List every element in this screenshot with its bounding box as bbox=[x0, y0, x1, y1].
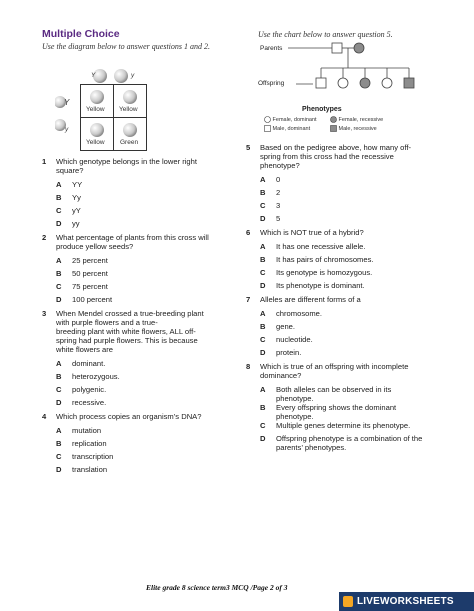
answer-option-a[interactable] bbox=[42, 359, 237, 372]
option-letter: D bbox=[260, 281, 266, 290]
option-letter: B bbox=[260, 322, 266, 331]
option-text: Its genotype is homozygous. bbox=[276, 268, 373, 277]
right-instructions: Use the chart below to answer question 5. bbox=[258, 30, 393, 39]
option-letter: D bbox=[56, 295, 62, 304]
option-text: 100 percent bbox=[72, 295, 113, 304]
logo-icon bbox=[343, 596, 353, 607]
option-letter: D bbox=[56, 398, 62, 407]
question-text-line: Alleles are different forms of a bbox=[260, 295, 361, 304]
question-stem bbox=[246, 295, 446, 304]
parent-male bbox=[332, 43, 342, 53]
option-text: heterozygous. bbox=[72, 372, 120, 381]
question-text-line: What percentage of plants from this cross will bbox=[56, 233, 209, 242]
answer-option-c[interactable] bbox=[246, 201, 446, 214]
pedigree-graph bbox=[258, 40, 433, 100]
question-text-line: spring had purple flowers. This is because bbox=[56, 336, 198, 345]
question-stem bbox=[42, 233, 237, 251]
answer-option-d[interactable] bbox=[246, 434, 446, 452]
option-text: It has pairs of chromosomes. bbox=[276, 255, 374, 264]
question-text-line: spring from this cross had the recessive bbox=[260, 152, 394, 161]
option-text: dominant. bbox=[72, 359, 106, 368]
answer-option-b[interactable] bbox=[42, 193, 232, 206]
option-letter: A bbox=[56, 180, 62, 189]
option-text: yY bbox=[72, 206, 81, 215]
option-text: chromosome. bbox=[276, 309, 323, 318]
question-text-line: Which is NOT true of a hybrid? bbox=[260, 228, 364, 237]
question-text-line: white flowers are bbox=[56, 345, 113, 354]
option-letter: C bbox=[260, 421, 266, 430]
question-3 bbox=[42, 309, 237, 411]
question-number: 6 bbox=[246, 228, 251, 237]
punnett-cell-2: Yellow bbox=[113, 84, 147, 118]
option-letter: A bbox=[260, 385, 266, 394]
offspring-1 bbox=[316, 78, 326, 88]
parent-female bbox=[354, 43, 364, 53]
question-text-line: Which is true of an offspring with incomplete bbox=[260, 362, 409, 371]
option-text: Multiple genes determine its phenotype. bbox=[276, 421, 411, 430]
question-stem bbox=[42, 157, 232, 175]
option-letter: C bbox=[56, 282, 62, 291]
question-number: 7 bbox=[246, 295, 251, 304]
question-number: 5 bbox=[246, 143, 251, 152]
option-text: 50 percent bbox=[72, 269, 108, 278]
answer-option-b[interactable] bbox=[246, 403, 446, 421]
question-number: 2 bbox=[42, 233, 47, 242]
question-stem bbox=[246, 143, 446, 170]
option-letter: A bbox=[56, 359, 62, 368]
answer-option-c[interactable] bbox=[42, 282, 237, 295]
question-stem bbox=[246, 228, 446, 237]
answer-option-d[interactable] bbox=[42, 398, 237, 411]
offspring-2 bbox=[338, 78, 348, 88]
legend-female-dominant: Female, dominant bbox=[264, 116, 317, 123]
option-text: Both alleles can be observed in its phenotype. bbox=[276, 385, 392, 403]
option-text: Its phenotype is dominant. bbox=[276, 281, 365, 290]
option-text: transcription bbox=[72, 452, 114, 461]
section-title: Multiple Choice bbox=[42, 28, 120, 40]
question-text-line: with purple flowers and a true- bbox=[56, 318, 158, 327]
answer-option-d[interactable] bbox=[42, 219, 232, 232]
option-letter: C bbox=[260, 201, 266, 210]
option-letter: B bbox=[56, 372, 62, 381]
answer-option-c[interactable] bbox=[246, 335, 446, 348]
option-text: replication bbox=[72, 439, 107, 448]
question-number: 8 bbox=[246, 362, 251, 371]
option-text: protein. bbox=[276, 348, 302, 357]
option-text: 25 percent bbox=[72, 256, 108, 265]
answer-option-b[interactable] bbox=[246, 322, 446, 335]
question-text-line: phenotype? bbox=[260, 161, 300, 170]
legend-female-recessive: Female, recessive bbox=[330, 116, 383, 123]
answer-option-d[interactable] bbox=[246, 214, 446, 227]
answer-option-b[interactable] bbox=[246, 255, 446, 268]
answer-option-c[interactable] bbox=[42, 206, 232, 219]
option-letter: D bbox=[260, 214, 266, 223]
option-text: 0 bbox=[276, 175, 281, 184]
answer-option-b[interactable] bbox=[42, 269, 237, 282]
parent-pea-top-right bbox=[114, 69, 128, 83]
option-text: 2 bbox=[276, 188, 281, 197]
answer-option-d[interactable] bbox=[246, 348, 446, 361]
option-letter: C bbox=[260, 268, 266, 277]
option-text: gene. bbox=[276, 322, 296, 331]
question-stem bbox=[246, 362, 446, 380]
option-letter: D bbox=[56, 465, 62, 474]
question-2 bbox=[42, 233, 237, 308]
option-text: Yy bbox=[72, 193, 81, 202]
answer-option-c[interactable] bbox=[42, 385, 237, 398]
option-letter: D bbox=[260, 348, 266, 357]
option-text: polygenic. bbox=[72, 385, 107, 394]
answer-option-b[interactable] bbox=[42, 439, 237, 452]
question-text-line: Based on the pedigree above, how many off- bbox=[260, 143, 411, 152]
option-letter: B bbox=[56, 269, 62, 278]
option-letter: C bbox=[260, 335, 266, 344]
side-allele-1: Y bbox=[64, 98, 70, 107]
option-text: recessive. bbox=[72, 398, 107, 407]
punnett-cell-3: Yellow bbox=[80, 117, 114, 151]
legend-male-dominant: Male, dominant bbox=[264, 125, 310, 132]
pedigree-chart bbox=[258, 40, 433, 140]
top-allele-1: Y bbox=[91, 72, 96, 79]
answer-option-a[interactable] bbox=[246, 175, 446, 188]
option-letter: C bbox=[56, 206, 62, 215]
answer-option-d[interactable] bbox=[246, 281, 446, 294]
option-letter: B bbox=[56, 439, 62, 448]
question-7 bbox=[246, 295, 446, 361]
question-text-line: breeding plant with white flowers, ALL off- bbox=[56, 327, 196, 336]
question-text-line: Which genotype belongs in the lower right bbox=[56, 157, 197, 166]
option-letter: A bbox=[56, 256, 62, 265]
option-text: 5 bbox=[276, 214, 281, 223]
question-number: 1 bbox=[42, 157, 47, 166]
phenotypes-title: Phenotypes bbox=[302, 106, 342, 113]
option-text: yy bbox=[72, 219, 80, 228]
option-letter: B bbox=[260, 188, 266, 197]
option-text: YY bbox=[72, 180, 83, 189]
option-text: translation bbox=[72, 465, 108, 474]
option-text: Offspring phenotype is a combination of the parents’ phenotypes. bbox=[276, 434, 423, 452]
question-number: 3 bbox=[42, 309, 47, 318]
answer-option-a[interactable] bbox=[246, 385, 446, 403]
answer-option-c[interactable] bbox=[246, 268, 446, 281]
left-instructions: Use the diagram below to answer questions 1 and 2. bbox=[42, 42, 210, 51]
option-letter: A bbox=[260, 242, 266, 251]
question-8 bbox=[246, 362, 446, 452]
answer-option-a[interactable] bbox=[246, 309, 446, 322]
answer-option-b[interactable] bbox=[42, 372, 237, 385]
parents-label: Parents bbox=[260, 45, 283, 52]
question-4 bbox=[42, 412, 237, 478]
question-1 bbox=[42, 157, 232, 232]
answer-option-a[interactable] bbox=[42, 256, 237, 269]
option-letter: D bbox=[260, 434, 266, 443]
answer-option-a[interactable] bbox=[246, 242, 446, 255]
legend-male-recessive: Male, recessive bbox=[330, 125, 377, 132]
question-text-line: dominance? bbox=[260, 371, 302, 380]
question-text-line: produce yellow seeds? bbox=[56, 242, 134, 251]
answer-option-b[interactable] bbox=[246, 188, 446, 201]
option-letter: B bbox=[56, 193, 62, 202]
question-stem bbox=[42, 309, 237, 354]
page-footer: Elite grade 8 science term3 MCQ /Page 2 of 3 bbox=[146, 583, 288, 592]
option-letter: A bbox=[56, 426, 62, 435]
option-text: 3 bbox=[276, 201, 281, 210]
answer-option-a[interactable] bbox=[42, 426, 237, 439]
top-allele-2: y bbox=[131, 72, 135, 79]
offspring-5 bbox=[404, 78, 414, 88]
option-letter: A bbox=[260, 309, 266, 318]
question-5 bbox=[246, 143, 446, 227]
option-letter: D bbox=[56, 219, 62, 228]
question-6 bbox=[246, 228, 446, 294]
option-text: Every offspring shows the dominant phenotype. bbox=[276, 403, 397, 421]
punnett-square bbox=[55, 68, 165, 150]
offspring-label: Offspring bbox=[258, 80, 285, 87]
answer-option-d[interactable] bbox=[42, 465, 237, 478]
option-letter: A bbox=[260, 175, 266, 184]
question-text-line: square? bbox=[56, 166, 84, 175]
liveworksheets-logo: LIVEWORKSHEETS bbox=[339, 592, 474, 611]
punnett-cell-4: Green bbox=[113, 117, 147, 151]
answer-option-d[interactable] bbox=[42, 295, 237, 308]
option-text: nucleotide. bbox=[276, 335, 313, 344]
answer-option-a[interactable] bbox=[42, 180, 232, 193]
question-text-line: When Mendel crossed a true-breeding plant bbox=[56, 309, 204, 318]
offspring-4 bbox=[382, 78, 392, 88]
option-letter: B bbox=[260, 403, 266, 412]
option-letter: B bbox=[260, 255, 266, 264]
answer-option-c[interactable] bbox=[42, 452, 237, 465]
side-allele-2: y bbox=[65, 126, 69, 133]
punnett-cell-1: Yellow bbox=[80, 84, 114, 118]
option-letter: C bbox=[56, 385, 62, 394]
option-text: mutation bbox=[72, 426, 102, 435]
offspring-3 bbox=[360, 78, 370, 88]
option-letter: C bbox=[56, 452, 62, 461]
answer-option-c[interactable] bbox=[246, 421, 446, 434]
option-text: It has one recessive allele. bbox=[276, 242, 366, 251]
question-number: 4 bbox=[42, 412, 47, 421]
option-text: 75 percent bbox=[72, 282, 108, 291]
question-text-line: Which process copies an organism’s DNA? bbox=[56, 412, 202, 421]
question-stem bbox=[42, 412, 237, 421]
